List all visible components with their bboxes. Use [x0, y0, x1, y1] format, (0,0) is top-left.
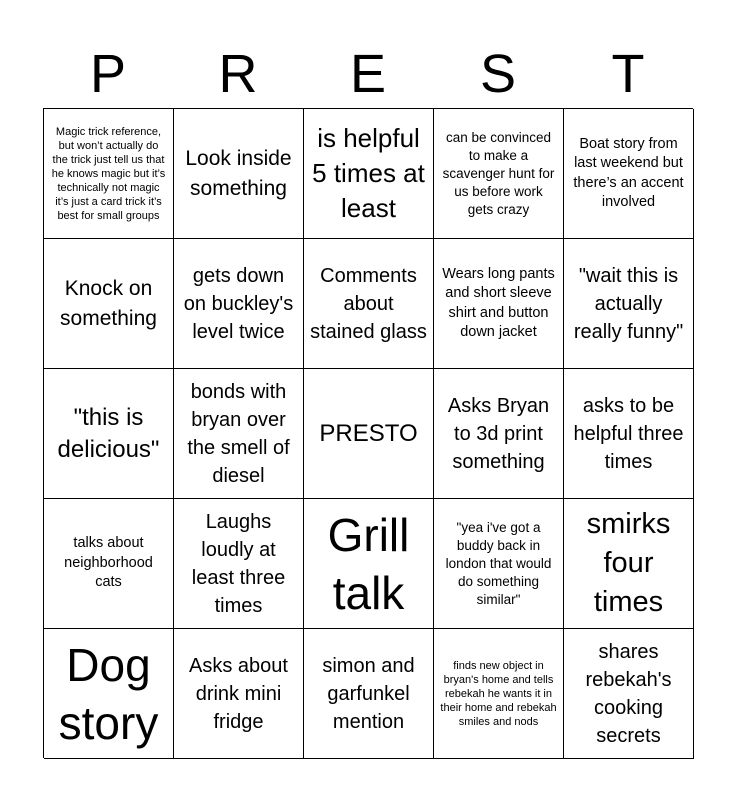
- cell-text: "this is delicious": [57, 403, 160, 463]
- bingo-grid: [43, 108, 693, 758]
- bingo-cell[interactable]: [564, 499, 694, 629]
- bingo-cell[interactable]: [434, 499, 564, 629]
- cell-text: Boat story from last weekend but there’s an accent involved: [573, 135, 684, 210]
- cell-text: Magic trick reference, but won’t actually do the trick just tell us that he knows magic but it’s technically not magic it’s just a card trick it’s best for small groups: [51, 125, 166, 222]
- bingo-cell[interactable]: [304, 499, 434, 629]
- cell-text: "yea i've got a buddy back in london that would do something similar": [445, 519, 552, 607]
- cell-text: gets down on buckley's level twice: [183, 264, 294, 343]
- cell-text: Comments about stained glass: [310, 264, 427, 343]
- bingo-cell[interactable]: [434, 629, 564, 759]
- bingo-cell[interactable]: [44, 499, 174, 629]
- bingo-cell[interactable]: [174, 499, 304, 629]
- cell-text: finds new object in bryan's home and tells rebekah he wants it in their home and rebekah smiles and nods: [440, 659, 557, 728]
- bingo-cell[interactable]: [434, 109, 564, 239]
- cell-text: asks to be helpful three times: [573, 394, 684, 473]
- bingo-cell[interactable]: [304, 109, 434, 239]
- header-letter-p: P: [89, 44, 127, 104]
- cell-text: bonds with bryan over the smell of diesel: [187, 380, 290, 487]
- cell-text: Wears long pants and short sleeve shirt and button down jacket: [442, 265, 555, 340]
- bingo-cell[interactable]: [44, 369, 174, 499]
- bingo-cell[interactable]: [174, 239, 304, 369]
- bingo-cell[interactable]: [174, 369, 304, 499]
- cell-text: can be convinced to make a scavenger hunt for us before work gets crazy: [442, 129, 555, 217]
- bingo-cell[interactable]: [44, 629, 174, 759]
- header-letter-t: T: [611, 44, 645, 104]
- bingo-cell[interactable]: [174, 109, 304, 239]
- cell-text: is helpful 5 times at least: [312, 123, 425, 223]
- cell-text: talks about neighborhood cats: [64, 535, 153, 591]
- bingo-cell[interactable]: [434, 239, 564, 369]
- cell-text: Look inside something: [185, 147, 292, 200]
- bingo-cell[interactable]: [174, 629, 304, 759]
- cell-text: shares rebekah's cooking secrets: [585, 640, 672, 747]
- free-space-cell[interactable]: [304, 369, 434, 499]
- cell-text: Dog story: [58, 638, 159, 749]
- cell-text: smirks four times: [586, 508, 671, 618]
- bingo-cell[interactable]: [44, 109, 174, 239]
- cell-text: Asks Bryan to 3d print something: [447, 394, 550, 473]
- header-letter-e: E: [349, 44, 387, 104]
- cell-text: Asks about drink mini fridge: [189, 654, 288, 733]
- header-letter-s: S: [479, 44, 517, 104]
- cell-text: Grill talk: [327, 508, 410, 619]
- bingo-cell[interactable]: [304, 239, 434, 369]
- cell-text: Laughs loudly at least three times: [191, 510, 286, 617]
- cell-text: Knock on something: [60, 277, 157, 330]
- free-space-text: PRESTO: [319, 419, 418, 447]
- cell-text: "wait this is actually really funny": [573, 264, 684, 343]
- cell-text: simon and garfunkel mention: [322, 654, 415, 733]
- bingo-cell[interactable]: [564, 109, 694, 239]
- header-letter-r: R: [218, 44, 258, 104]
- bingo-cell[interactable]: [564, 239, 694, 369]
- bingo-cell[interactable]: [434, 369, 564, 499]
- bingo-cell[interactable]: [564, 629, 694, 759]
- bingo-cell[interactable]: [44, 239, 174, 369]
- bingo-cell[interactable]: [564, 369, 694, 499]
- bingo-header: [43, 40, 693, 108]
- bingo-cell[interactable]: [304, 629, 434, 759]
